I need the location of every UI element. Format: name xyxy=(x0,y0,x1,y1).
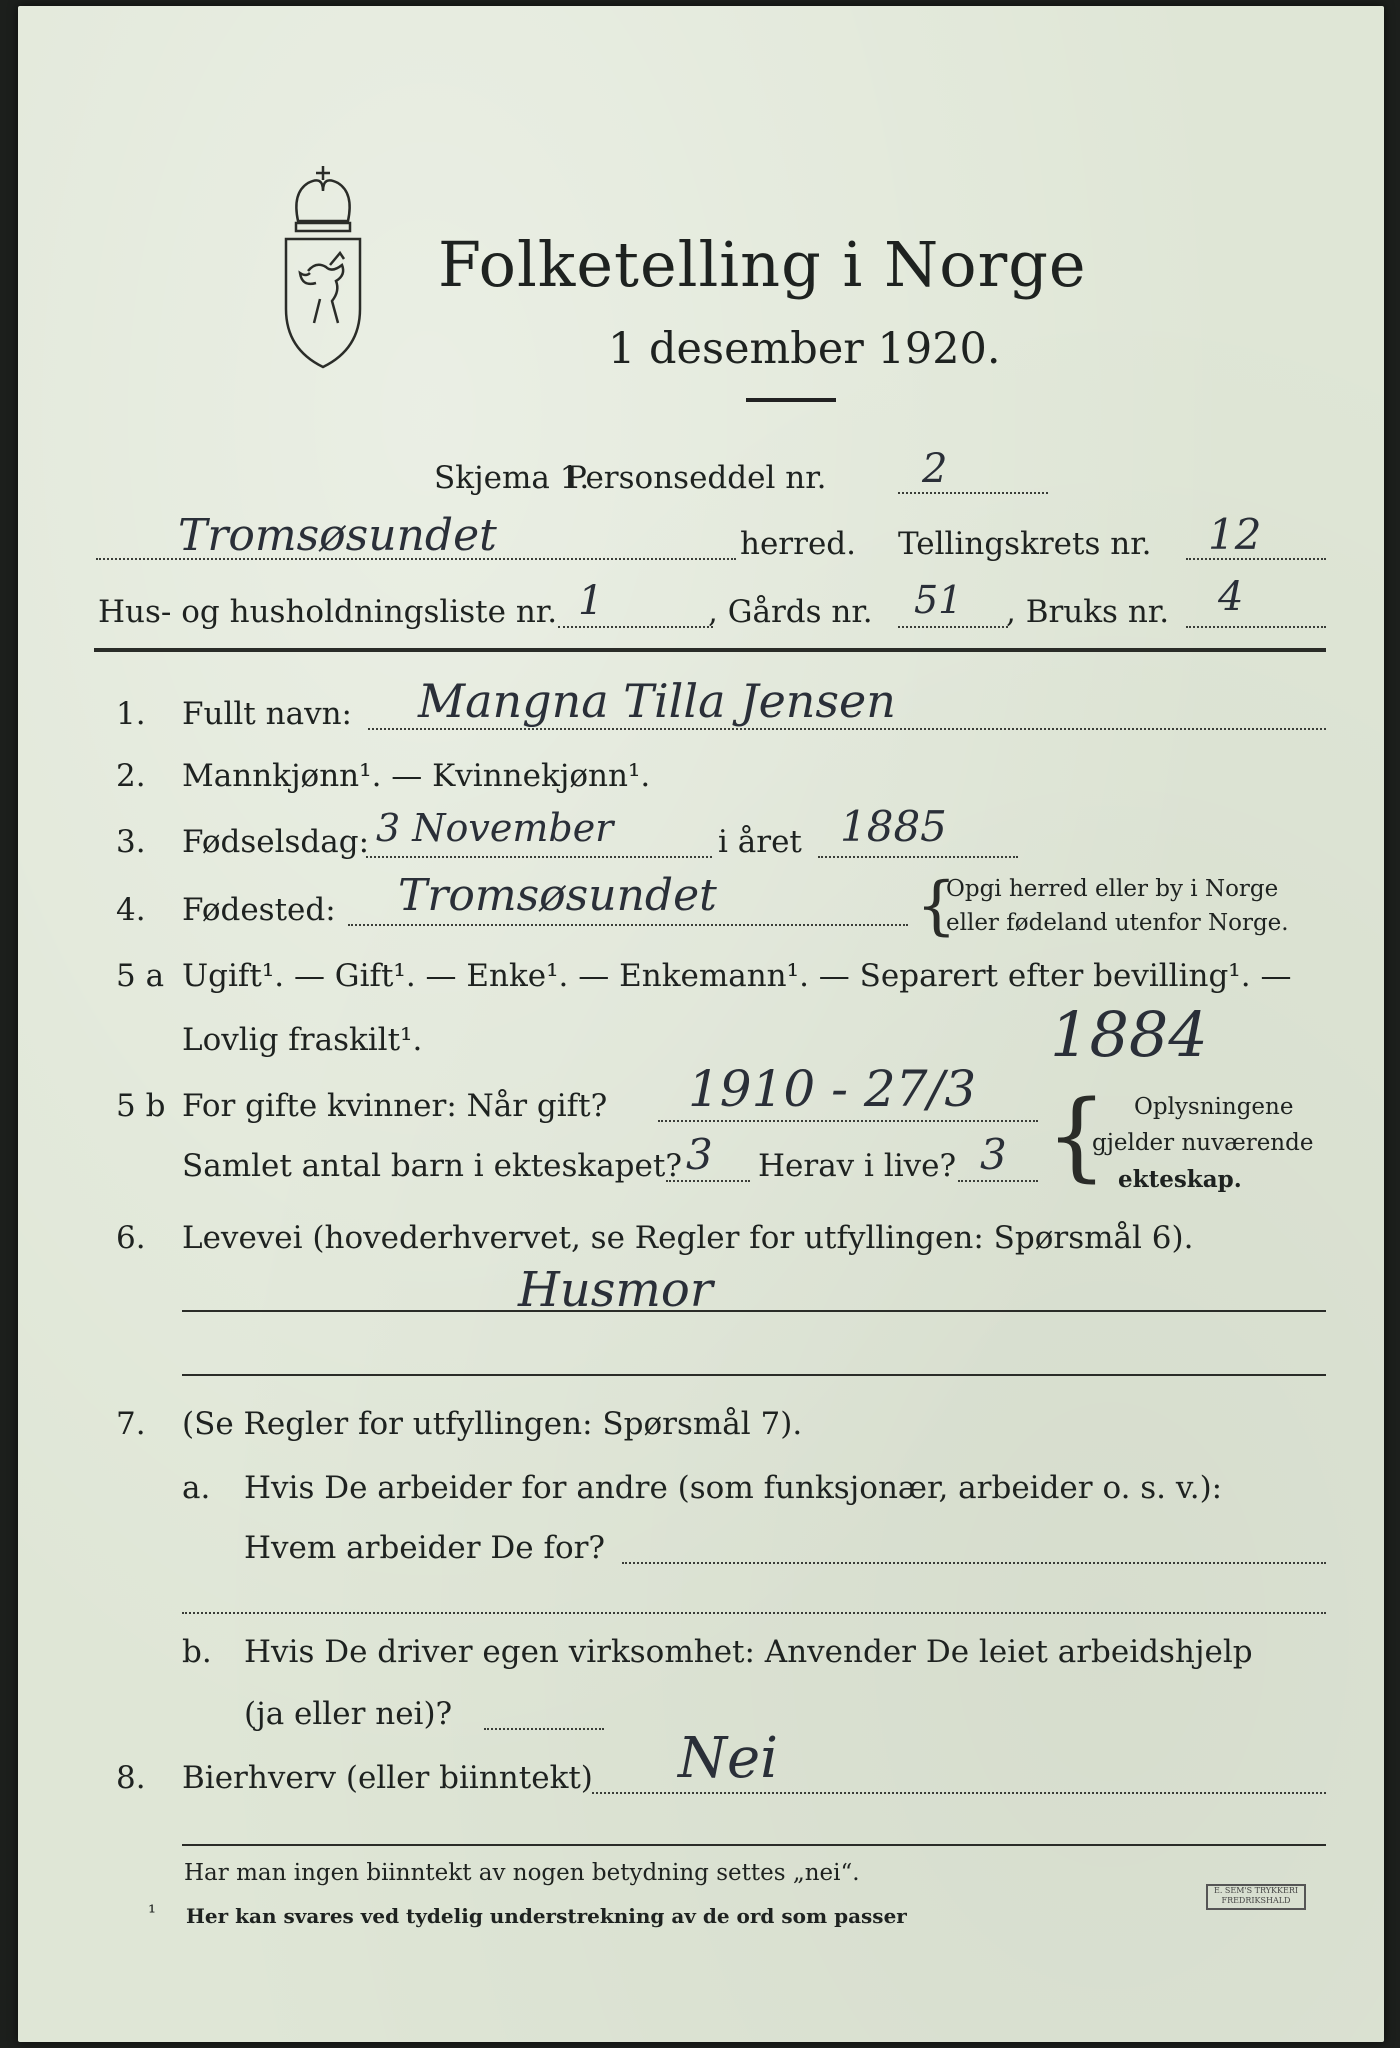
gards-value: 51 xyxy=(914,578,963,622)
q5b-label3: Herav i live? xyxy=(758,1148,957,1184)
q3-year-line xyxy=(818,856,1018,858)
q4-note-line2: eller fødeland utenfor Norge. xyxy=(946,910,1289,936)
q8-number: 8. xyxy=(116,1760,146,1796)
q1-label: Fullt navn: xyxy=(182,696,352,732)
q8-line xyxy=(592,1792,1326,1794)
q5b-when-line xyxy=(658,1120,1038,1122)
q5b-value2: 3 xyxy=(686,1130,713,1179)
q5b-value3: 3 xyxy=(980,1130,1007,1179)
bruks-label: , Bruks nr. xyxy=(1006,594,1170,630)
q1-number: 1. xyxy=(116,696,146,732)
q3-number: 3. xyxy=(116,824,146,860)
q3-label: Fødselsdag: xyxy=(182,824,370,860)
q7b-number: b. xyxy=(182,1634,212,1670)
q1-line xyxy=(368,728,1326,730)
bruks-line xyxy=(1186,626,1326,628)
q6-line2 xyxy=(182,1374,1326,1376)
q6-label: Levevei (hovederhvervet, se Regler for utfyllingen: Spørsmål 6). xyxy=(182,1220,1194,1256)
q7a-label: Hvis De arbeider for andre (som funksjonær, arbeider o. s. v.): xyxy=(244,1470,1223,1506)
q2-number: 2. xyxy=(116,758,146,794)
q5b-children-line xyxy=(666,1180,750,1182)
q4-brace: { xyxy=(916,869,957,943)
personseddel-value: 2 xyxy=(922,446,948,492)
q3-year-label: i året xyxy=(718,824,802,860)
q7a-line2 xyxy=(182,1612,1326,1614)
q5b-note-line1: Oplysningene xyxy=(1134,1094,1294,1120)
tellingskrets-value: 12 xyxy=(1208,510,1262,559)
q5b-label: For gifte kvinner: Når gift? xyxy=(182,1088,608,1124)
q5a-margin-note: 1884 xyxy=(1050,998,1208,1071)
norwegian-coat-of-arms-icon xyxy=(268,161,378,371)
personseddel-line xyxy=(898,492,1048,494)
footer-rule xyxy=(182,1844,1326,1846)
herred-label: herred. xyxy=(740,526,856,562)
form-date: 1 desember 1920. xyxy=(608,324,1001,374)
gards-line xyxy=(898,626,1008,628)
q8-label: Bierhverv (eller biinntekt) xyxy=(182,1760,593,1796)
gards-label: , Gårds nr. xyxy=(708,594,873,630)
schema-label: Skjema 1. xyxy=(434,460,590,496)
q6-value: Husmor xyxy=(518,1262,713,1318)
q6-number: 6. xyxy=(116,1220,146,1256)
bruks-value: 4 xyxy=(1218,574,1244,620)
hus-line xyxy=(558,626,713,628)
census-form-sheet xyxy=(18,6,1384,2042)
footnote-mark: ¹ xyxy=(148,1900,157,1924)
q7a-label2: Hvem arbeider De for? xyxy=(244,1530,606,1566)
q5b-alive-line xyxy=(958,1180,1038,1182)
q5a-label: Ugift¹. — Gift¹. — Enke¹. — Enkemann¹. — Separert efter bevilling¹. — xyxy=(182,958,1292,994)
q6-line1 xyxy=(182,1310,1326,1312)
q7b-line xyxy=(484,1728,604,1730)
q4-line xyxy=(348,924,908,926)
q4-note-line1: Opgi herred eller by i Norge xyxy=(946,876,1279,902)
q8-value: Nei xyxy=(678,1726,779,1791)
herred-value: Tromsøsundet xyxy=(178,510,497,561)
q3-value: 3 November xyxy=(376,806,614,850)
q4-label: Fødested: xyxy=(182,892,336,928)
title-divider xyxy=(746,398,836,402)
personseddel-label: Personseddel nr. xyxy=(566,460,827,496)
q7b-label: Hvis De driver egen virksomhet: Anvender De leiet arbeidshjelp xyxy=(244,1634,1253,1670)
q4-value: Tromsøsundet xyxy=(398,870,717,921)
printer-stamp: E. SEM'S TRYKKERI FREDRIKSHALD xyxy=(1206,1884,1306,1910)
tellingskrets-label: Tellingskrets nr. xyxy=(898,526,1152,562)
q5b-note-line3: ekteskap. xyxy=(1118,1166,1242,1193)
q5b-label2: Samlet antal barn i ekteskapet? xyxy=(182,1148,682,1184)
q4-number: 4. xyxy=(116,892,146,928)
q5a-number: 5 a xyxy=(116,958,165,994)
q7-label: (Se Regler for utfyllingen: Spørsmål 7). xyxy=(182,1406,803,1442)
q5a-label2: Lovlig fraskilt¹. xyxy=(182,1022,423,1058)
hus-label: Hus- og husholdningsliste nr. xyxy=(98,594,558,630)
footnote-text: Her kan svares ved tydelig understrekning av de ord som passer xyxy=(186,1904,907,1928)
q5b-value: 1910 - 27/3 xyxy=(688,1060,977,1118)
q3-year-value: 1885 xyxy=(840,802,947,851)
q5b-number: 5 b xyxy=(116,1088,166,1124)
form-title: Folketelling i Norge xyxy=(438,228,1087,301)
header-rule xyxy=(94,648,1326,652)
q7a-line xyxy=(622,1562,1326,1564)
q7a-number: a. xyxy=(182,1470,211,1506)
hus-value: 1 xyxy=(578,578,604,624)
footer-note: Har man ingen biinntekt av nogen betydning settes „nei“. xyxy=(184,1860,860,1886)
q5b-note-line2: gjelder nuværende xyxy=(1092,1130,1314,1156)
q3-day-line xyxy=(366,856,712,858)
q5b-brace: { xyxy=(1046,1080,1108,1192)
q2-label: Mannkjønn¹. — Kvinnekjønn¹. xyxy=(182,758,651,794)
q7-number: 7. xyxy=(116,1406,146,1442)
q7b-label2: (ja eller nei)? xyxy=(244,1696,453,1732)
q1-value: Mangna Tilla Jensen xyxy=(418,674,896,728)
